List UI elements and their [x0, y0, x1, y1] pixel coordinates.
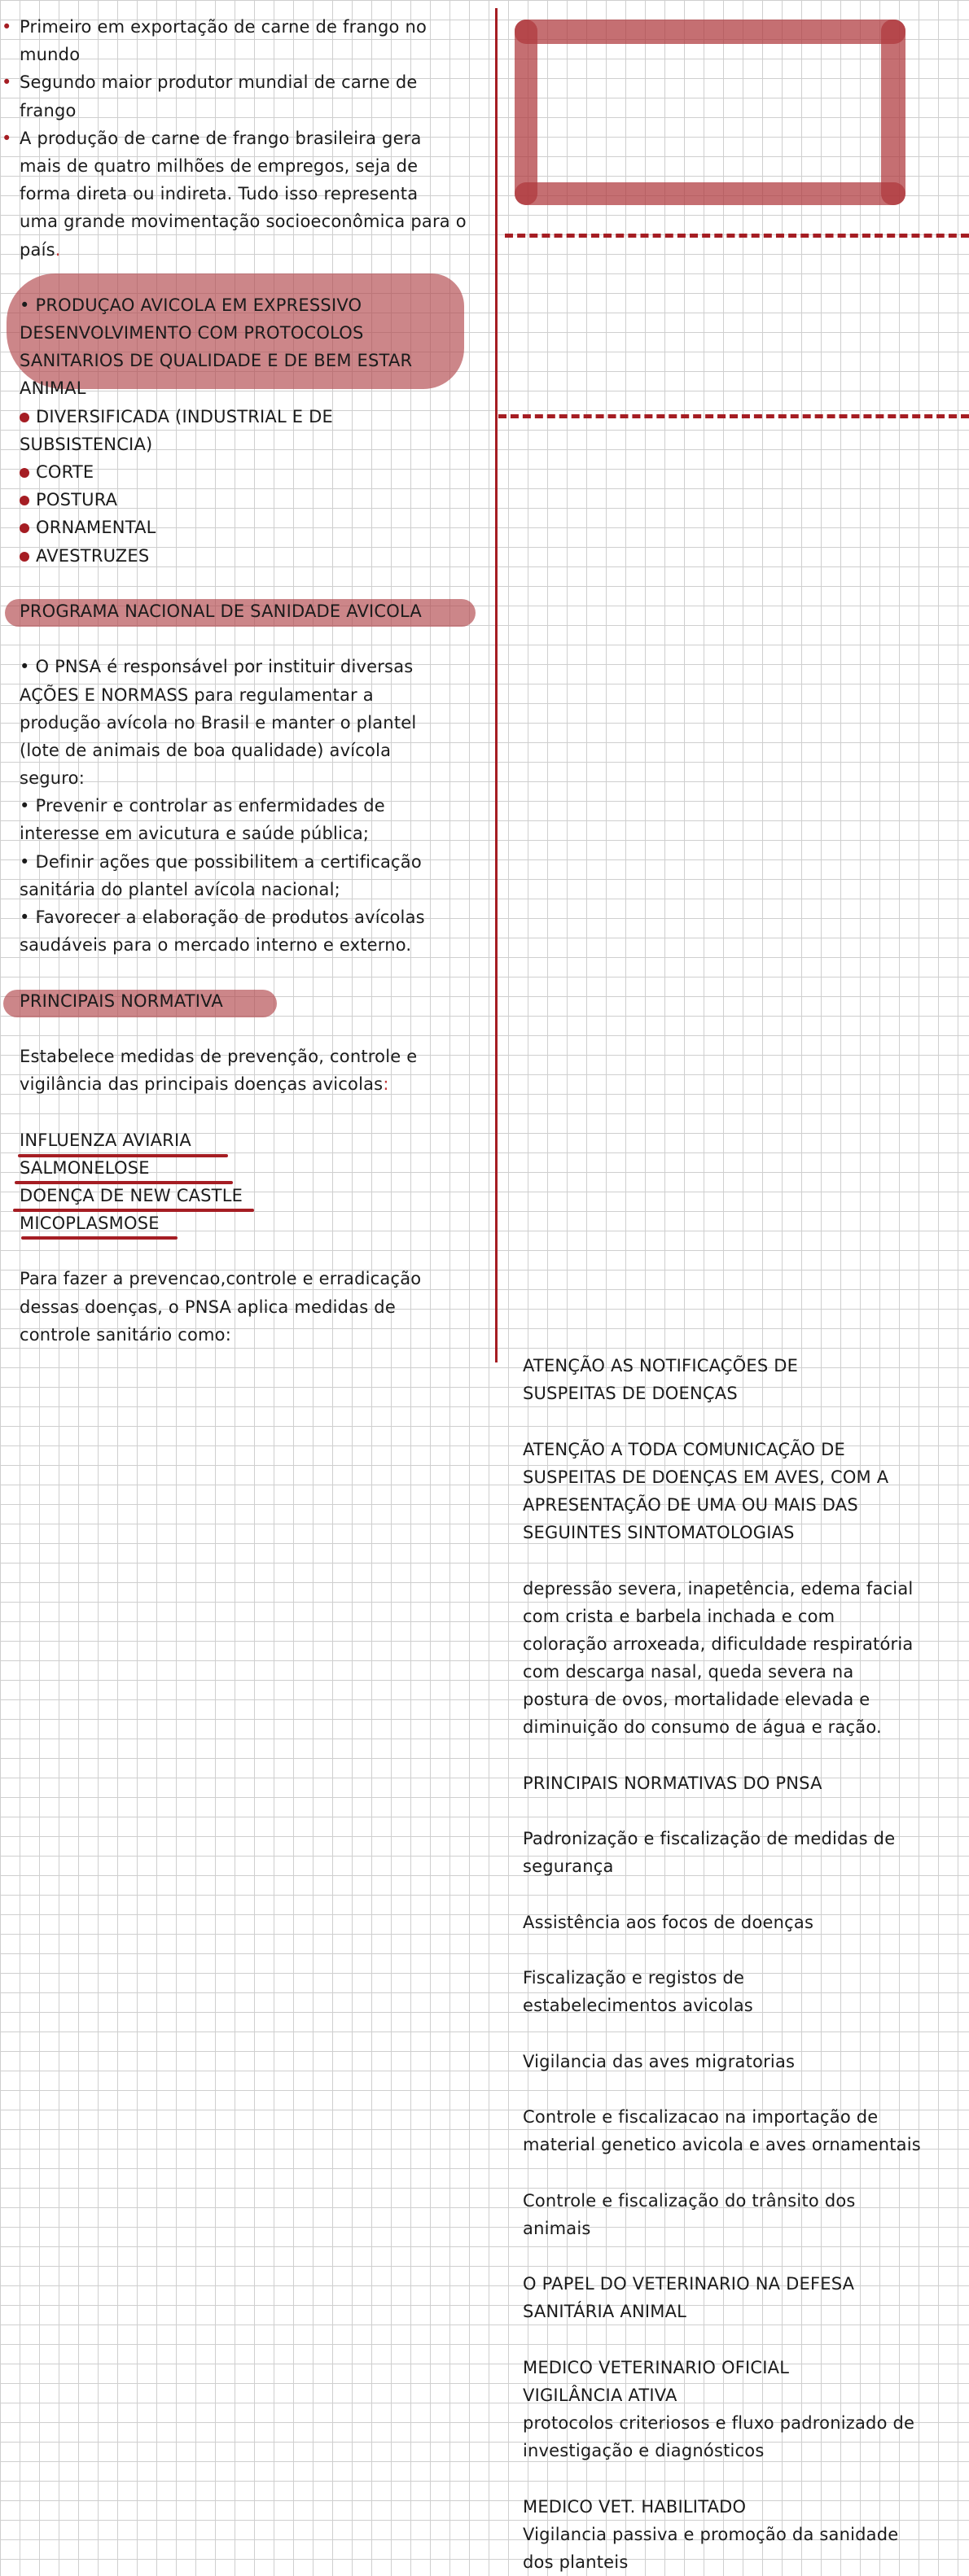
symptom-line: postura de ovos, mortalidade elevada e — [523, 1690, 870, 1710]
normativa-item: animais — [523, 2218, 591, 2238]
veterinario-heading: SANITÁRIA ANIMAL — [523, 2302, 687, 2322]
disease-item: DOENÇA DE NEW CASTLE — [20, 1185, 243, 1205]
vet-habilitado — [523, 2493, 950, 2576]
intro-line: mundo — [20, 45, 81, 65]
producao-line: • PRODUÇAO AVICOLA EM EXPRESSIVO — [20, 295, 362, 315]
oficial-line: protocolos criteriosos e fluxo padronizado de — [523, 2413, 915, 2434]
attention-title — [523, 1352, 950, 1407]
normativa-line: vigilância das principais doenças avicolas — [20, 1074, 384, 1095]
normativa-item: Controle e fiscalização do trânsito dos — [523, 2190, 856, 2211]
intro-line: forma direta ou indireta. Tudo isso representa — [20, 184, 419, 204]
attention-frame-right — [881, 20, 905, 205]
intro-line: mais de quatro milhões de empregos, seja de — [20, 155, 419, 176]
closing-text — [20, 1265, 492, 1349]
closing-line: controle sanitário como: — [20, 1324, 232, 1345]
attention-frame-bottom — [515, 182, 905, 205]
intro-line: • Segundo maior produtor mundial de carne de — [20, 68, 492, 96]
dashed-separator-top — [505, 234, 969, 238]
intro-line: país — [20, 239, 55, 260]
type-item: CORTE — [36, 462, 94, 482]
closing-line: dessas doenças, o PNSA aplica medidas de — [20, 1297, 396, 1317]
normativa-heading: PRINCIPAIS NORMATIVA — [20, 991, 223, 1011]
attention-body — [523, 1436, 950, 1547]
producao-line: DESENVOLVIMENTO COM PROTOCOLOS — [20, 323, 364, 343]
pnsa-line: interesse em avicutura e saúde pública; — [20, 824, 370, 844]
intro-line: • Primeiro em exportação de carne de frango no — [20, 13, 492, 41]
normativa-description: Estabelece medidas de prevenção, controle e vigilância das principais doenças avicolas: — [20, 1043, 492, 1098]
intro-bullet-2 — [20, 68, 492, 124]
intro-line: • A produção de carne de frango brasileira gera — [20, 125, 492, 152]
attention-body-line: ATENÇÃO A TODA COMUNICAÇÃO DE — [523, 1439, 845, 1459]
pnsa-line: • Definir ações que possibilitem a certificação — [20, 851, 422, 872]
normativa-item: estabelecimentos avicolas — [523, 1996, 753, 2016]
intro-line: frango — [20, 100, 77, 120]
closing-line: Para fazer a prevencao,controle e erradicação — [20, 1269, 422, 1289]
pnsa-line: saudáveis para o mercado interno e externo. — [20, 935, 412, 956]
intro-line: uma grande movimentação socioeconômica para o — [20, 212, 467, 232]
pnsa-heading: PROGRAMA NACIONAL DE SANIDADE AVICOLA — [20, 601, 422, 621]
vet-oficial — [523, 2354, 950, 2465]
habilitado-line: MEDICO VET. HABILITADO — [523, 2496, 747, 2517]
attention-title-line: SUSPEITAS DE DOENÇAS — [523, 1384, 738, 1404]
symptom-line: com descarga nasal, queda severa na — [523, 1662, 854, 1682]
pnsa-line: (lote de animais de boa qualidade) avícola — [20, 740, 392, 760]
normativas-list — [523, 1825, 950, 2325]
normativa-item: Controle e fiscalizacao na importação de — [523, 2107, 879, 2128]
type-item: POSTURA — [36, 490, 118, 510]
types-list — [20, 403, 492, 570]
disease-item: SALMONELOSE — [20, 1157, 150, 1178]
pnsa-line: seguro: — [20, 768, 85, 789]
disease-item: MICOPLASMOSE — [20, 1214, 160, 1234]
type-label: DIVERSIFICADA (INDUSTRIAL E DE — [36, 406, 333, 426]
attention-body-line: SUSPEITAS DE DOENÇAS EM AVES, COM A — [523, 1467, 889, 1487]
right-column — [523, 1352, 950, 2576]
attention-body-line: SEGUINTES SINTOMATOLOGIAS — [523, 1523, 795, 1543]
normativa-item: Vigilancia das aves migratorias — [523, 2051, 796, 2071]
oficial-line: VIGILÂNCIA ATIVA — [523, 2385, 677, 2405]
bullet-dot-icon — [20, 523, 29, 533]
type-item: ORNAMENTAL — [36, 518, 156, 538]
column-divider — [495, 8, 498, 1362]
normativa-item: segurança — [523, 1857, 614, 1877]
intro-bullet-3: • A produção de carne de frango brasileira gera mais de quatro milhões de empregos, seja de forma direta ou indireta. Tudo isso representa uma grande movimentação socioeconômica para o país. — [20, 125, 492, 264]
bullet-dot-icon — [20, 496, 29, 505]
normativa-item: Assistência aos focos de doenças — [523, 1912, 814, 1932]
left-column — [20, 13, 492, 1349]
normativa-item: Padronização e fiscalização de medidas de — [523, 1829, 896, 1849]
type-label: SUBSISTENCIA) — [20, 434, 153, 454]
oficial-line: investigação e diagnósticos — [523, 2441, 765, 2461]
normativa-item: Fiscalização e registos de — [523, 1968, 745, 1988]
bullet-dot-icon — [20, 468, 29, 478]
habilitado-line: Vigilancia passiva e promoção da sanidade — [523, 2524, 899, 2544]
normativas-heading: PRINCIPAIS NORMATIVAS DO PNSA — [523, 1773, 822, 1793]
pnsa-description — [20, 653, 492, 959]
normativa-line: Estabelece medidas de prevenção, controle e — [20, 1046, 418, 1066]
producao-line: ANIMAL — [20, 378, 86, 399]
attention-frame-left — [515, 20, 537, 205]
disease-item: INFLUENZA AVIARIA — [20, 1130, 191, 1150]
symptom-line: diminuição do consumo de água e ração. — [523, 1717, 882, 1738]
type-item: AVESTRUZES — [36, 545, 150, 566]
normativa-item: material genetico avicola e aves ornamentais — [523, 2135, 921, 2155]
pnsa-line: • Favorecer a elaboração de produtos avícolas — [20, 908, 425, 927]
bullet-dot-icon — [20, 413, 29, 422]
pnsa-line: • Prevenir e controlar as enfermidades de — [20, 796, 385, 816]
oficial-line: MEDICO VETERINARIO OFICIAL — [523, 2357, 790, 2377]
dashed-separator-bottom — [498, 414, 969, 418]
attention-title-line: ATENÇÃO AS NOTIFICAÇÕES DE — [523, 1356, 799, 1375]
pnsa-line: sanitária do plantel avícola nacional; — [20, 879, 340, 899]
attention-frame-top — [515, 20, 905, 44]
intro-bullet-1 — [20, 13, 492, 68]
producao-line: SANITARIOS DE QUALIDADE E DE BEM ESTAR — [20, 351, 413, 371]
symptom-line: com crista e barbela inchada e com — [523, 1606, 835, 1626]
pnsa-line: produção avícola no Brasil e manter o plantel — [20, 712, 417, 733]
attention-body-line: APRESENTAÇÃO DE UMA OU MAIS DAS — [523, 1494, 858, 1515]
habilitado-line: dos planteis — [523, 2552, 629, 2573]
pnsa-line: • O PNSA é responsável por instituir diversas — [20, 657, 414, 677]
veterinario-heading: O PAPEL DO VETERINARIO NA DEFESA — [523, 2274, 855, 2294]
producao-heading — [20, 291, 492, 403]
pnsa-line: AÇÕES E NORMASS para regulamentar a — [20, 684, 374, 705]
disease-list — [20, 1126, 492, 1238]
bullet-dot-icon — [20, 552, 29, 562]
symptom-line: depressão severa, inapetência, edema facial — [523, 1578, 914, 1599]
symptom-line: coloração arroxeada, dificuldade respiratória — [523, 1634, 914, 1654]
symptoms — [523, 1575, 950, 1742]
